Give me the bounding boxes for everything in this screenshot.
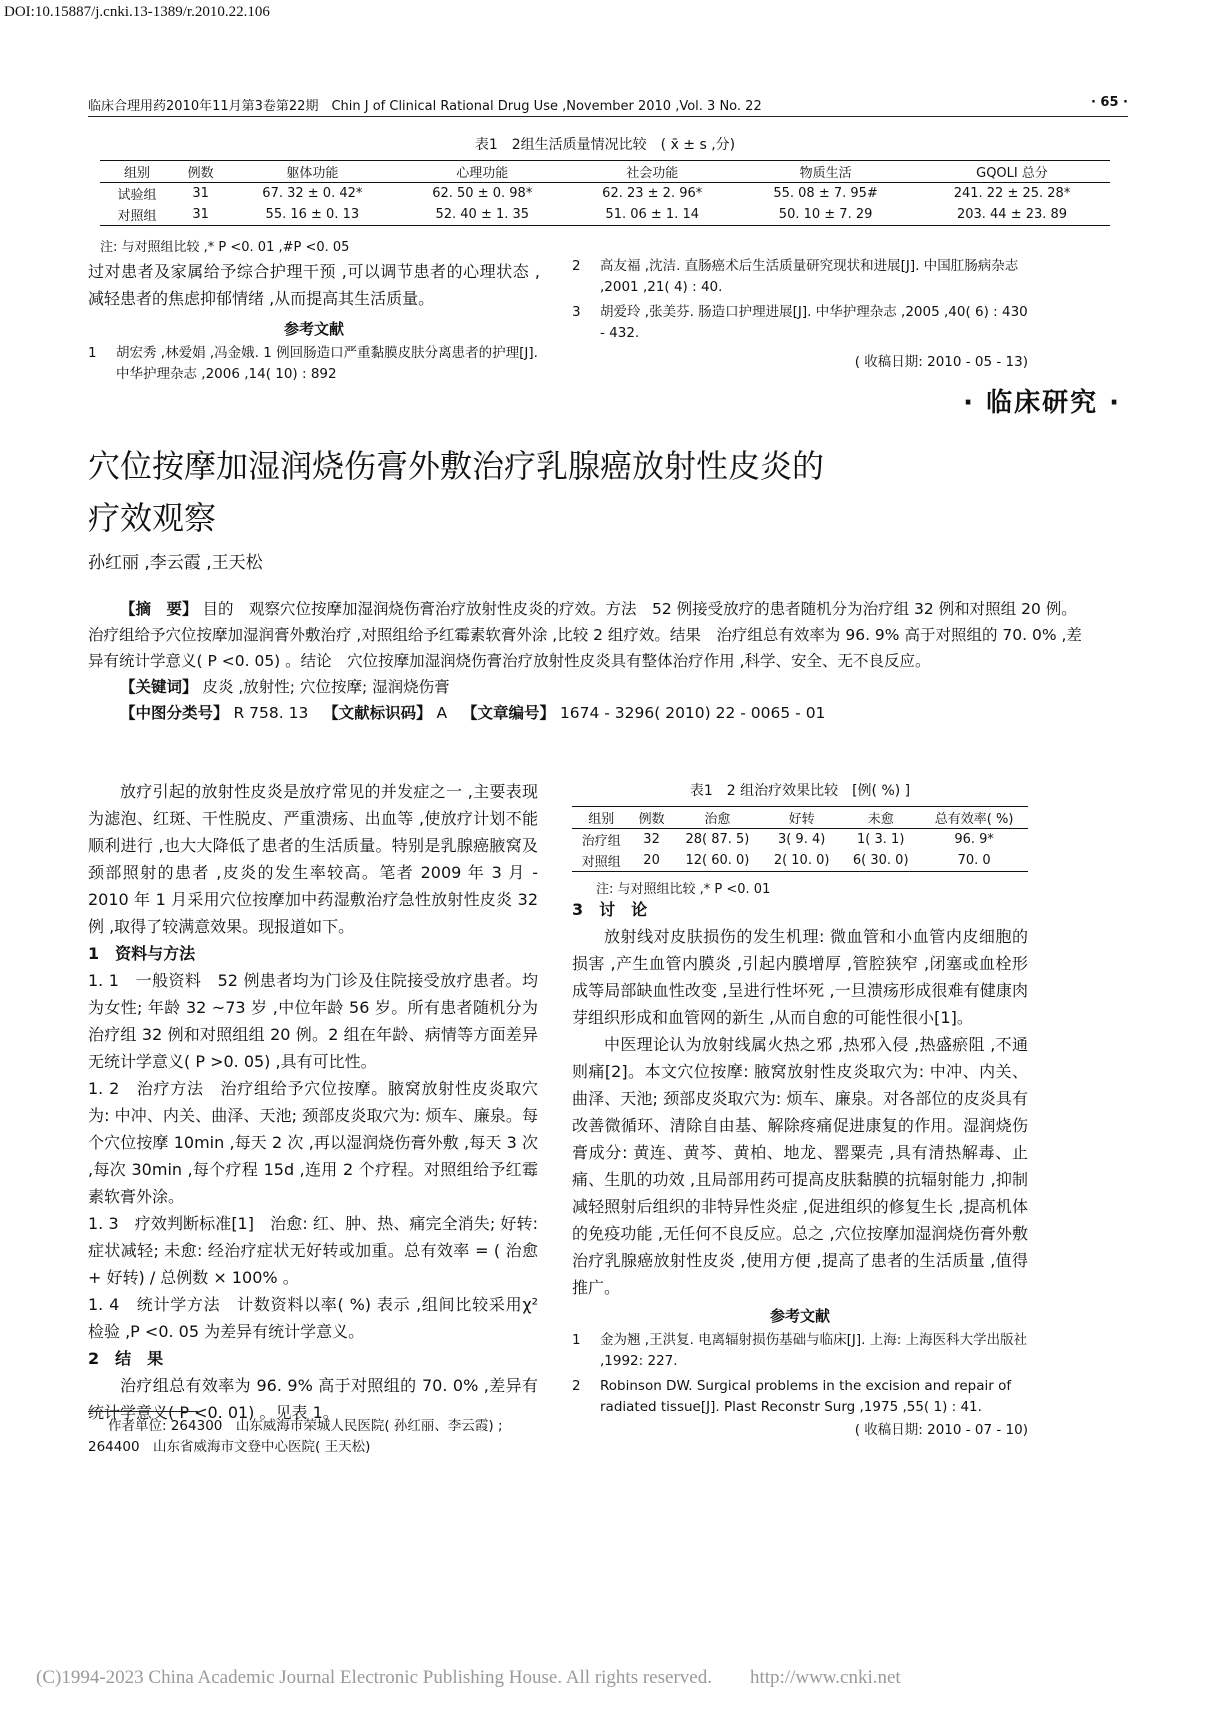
- section-1-4: 1. 4 统计学方法 计数资料以率( %) 表示 ,组间比较采用χ² 检验 ,P <0. 05 为差异有统计学意义。: [88, 1295, 538, 1341]
- page-number: · 65 ·: [1090, 95, 1128, 110]
- doi: DOI:10.15887/j.cnki.13-1389/r.2010.22.106: [4, 4, 270, 20]
- prev-ref-3: 3 胡爱玲 ,张美芬. 肠造口护理进展[J]. 中华护理杂志 ,2005 ,40( 6) : 430 - 432.: [572, 304, 1028, 341]
- right-column: [572, 896, 1028, 1441]
- table-row: [572, 829, 1028, 851]
- table-cell: 12( 60. 0): [673, 850, 762, 872]
- received-date: ( 收稿日期: 2010 - 07 - 10): [854, 1422, 1028, 1438]
- table-cell: 1( 3. 1): [857, 832, 905, 847]
- table-cell: 31: [174, 204, 227, 226]
- table-right-header-cell: 组别: [572, 807, 630, 829]
- table-cell: 55. 16 ± 0. 13: [227, 204, 397, 226]
- prev-received-date: ( 收稿日期: 2010 - 05 - 13): [854, 354, 1028, 370]
- running-head-rule: [88, 116, 1128, 117]
- running-head-text: 临床合理用药2010年11月第3卷第22期 Chin J of Clinical Rational Drug Use ,November 2010 ,Vol. 3 No. 22: [88, 99, 762, 114]
- table-cell: 20: [630, 850, 672, 872]
- table-cell: 67. 32 ± 0. 42*: [262, 186, 363, 201]
- table-right-header-cell: 例数: [630, 807, 672, 829]
- affiliation-rule: [88, 1411, 198, 1412]
- section-1-2: 1. 2 治疗方法 治疗组给予穴位按摩。腋窝放射性皮炎取穴为: 中冲、内关、曲泽、天池; 颈部皮炎取穴为: 烦车、廉泉。每个穴位按摩 10min ,每天 2 次 ,再以湿润烧伤膏外敷 ,每天 3 次 ,每次 30min ,每个疗程 15d ,连用 2 个疗程。对照组给予红霉素软膏外涂。: [88, 1079, 538, 1206]
- prev-ref-2: 2 高友福 ,沈洁. 直肠癌术后生活质量研究现状和进展[J]. 中国肛肠病杂志 ,2001 ,21( 4) : 40.: [572, 258, 1019, 295]
- table-cell: 试验组: [117, 188, 157, 203]
- author-affiliation: 作者单位: 264300 山东威海市荣城人民医院( 孙红丽、李云霞) ; 264400 山东省威海市文登中心医院( 王天松): [88, 1418, 503, 1455]
- abstract-text: 目的 观察穴位按摩加湿润烧伤膏治疗放射性皮炎的疗效。方法 52 例接受放疗的患者随机分为治疗组 32 例和对照组 20 例。治疗组给予穴位按摩加湿润膏外敷治疗 ,对照组给予红霉素软膏外涂 ,比较 2 组疗效。结果 治疗组总有效率为 96. 9% 高于对照组的 70. 0% ,差异有统计学意义( P <0. 05) 。结论 穴位按摩加湿润烧伤膏治疗放射性皮炎具有整体治疗作用 ,科学、安全、无不良反应。: [88, 600, 1082, 670]
- table-top: [100, 134, 1110, 255]
- table-cell: 32: [643, 832, 660, 847]
- section-1-1: 1. 1 一般资料 52 例患者均为门诊及住院接受放疗患者。均为女性; 年龄 32 ~73 岁 ,中位年龄 56 岁。所有患者随机分为治疗组 32 例和对照组组 20 例。2 组在年龄、病情等方面差异无统计学意义( P >0. 05) ,具有可比性。: [88, 971, 538, 1071]
- classification: 【中图分类号】 R 758. 13 【文献标识码】 A 【文章编号】 1674 - 3296( 2010) 22 - 0065 - 01: [120, 704, 826, 722]
- heading-discussion: 3 讨 论: [572, 900, 648, 919]
- table-cell: 51. 06 ± 1. 14: [567, 204, 737, 226]
- prev-ref-1: 1 胡宏秀 ,林爱娟 ,冯金娥. 1 例回肠造口严重黏膜皮肤分离患者的护理[J]. 中华护理杂志 ,2006 ,14( 10) : 892: [88, 345, 538, 382]
- refs-title: 参考文献: [769, 1307, 830, 1325]
- table-top-header-cell: 组别: [100, 161, 174, 183]
- table-cell: 50. 10 ± 7. 29: [737, 204, 914, 226]
- heading-results: 2 结 果: [88, 1349, 164, 1368]
- table-right-header-cell: 总有效率( %): [920, 807, 1028, 829]
- ref-2: 2 Robinson DW. Surgical problems in the excision and repair of radiated tissue[J]. Plast Reconstr Surg ,1975 ,55( 1) : 41.: [572, 1378, 1012, 1415]
- table-right-header-cell: 未愈: [841, 807, 920, 829]
- table-right-caption: 表1 2 组治疗效果比较 [例( %) ]: [689, 783, 911, 799]
- prev-refs-title: 参考文献: [283, 320, 344, 338]
- table-cell: 3( 9. 4): [777, 832, 826, 847]
- table-right-grid: [572, 806, 1028, 872]
- abstract: [88, 596, 1088, 726]
- table-cell: 6( 30. 0): [841, 850, 920, 872]
- copyright-footer: (C)1994-2023 China Academic Journal Electronic Publishing House. All rights reserved. http://www.cnki.net: [36, 1667, 901, 1688]
- article-title-line-1: 穴位按摩加湿润烧伤膏外敷治疗乳腺癌放射性皮炎的: [88, 447, 825, 485]
- abstract-body: [88, 596, 1088, 674]
- table-cell: 28( 87. 5): [685, 832, 750, 847]
- table-top-header-cell: 躯体功能: [227, 161, 397, 183]
- table-right-header-cell: 治愈: [673, 807, 762, 829]
- article-title-line-2: 疗效观察: [88, 499, 217, 537]
- left-column: [88, 778, 538, 1426]
- table-top-header-cell: 例数: [174, 161, 227, 183]
- results-paragraph: 治疗组总有效率为 96. 9% 高于对照组的 70. 0% ,差异有统计学意义( P <0. 01) 。见表 1。: [88, 1376, 538, 1422]
- table-cell: 31: [192, 186, 209, 201]
- table-cell: 对照组: [572, 850, 630, 872]
- table-top-note: 注: 与对照组比较 ,* P <0. 01 ,#P <0. 05: [100, 240, 350, 255]
- article-title: [88, 440, 988, 544]
- running-head: [88, 95, 1128, 114]
- intro-paragraph: 放疗引起的放射性皮炎是放疗常见的并发症之一 ,主要表现为滤泡、红斑、干性脱皮、严重溃疡、出血等 ,使放疗计划不能顺利进行 ,也大大降低了患者的生活质量。特别是乳腺癌腋窝及颈部照射的患者 ,皮炎的发生率较高。笔者 2009 年 3 月 - 2010 年 1 月采用穴位按摩加中药湿敷治疗急性放射性皮炎 32 例 ,取得了较满意效果。现报道如下。: [88, 782, 538, 936]
- table-top-header-cell: 社会功能: [567, 161, 737, 183]
- table-top-header-cell: GQOLI 总分: [914, 161, 1110, 183]
- table-top-header-cell: 心理功能: [397, 161, 567, 183]
- authors: 孙红丽 ,李云霞 ,王天松: [88, 553, 263, 573]
- discussion-paragraph-1: 放射线对皮肤损伤的发生机理: 微血管和小血管内皮细胞的损害 ,产生血管内膜炎 ,引起内膜增厚 ,管腔狭窄 ,闭塞或血栓形成等局部缺血性改变 ,呈进行性坏死 ,一旦溃疡形成很难有健康肉芽组织形成和血管网的新生 ,从而自愈的可能性很小[1]。: [572, 927, 1028, 1027]
- table-cell: 70. 0: [920, 850, 1028, 872]
- table-cell: 对照组: [100, 204, 174, 226]
- table-row: [100, 204, 1110, 226]
- table-cell: 52. 40 ± 1. 35: [397, 204, 567, 226]
- table-cell: 203. 44 ± 23. 89: [914, 204, 1110, 226]
- section-1-3: 1. 3 疗效判断标准[1] 治愈: 红、肿、热、痛完全消失; 好转: 症状减轻; 未愈: 经治疗症状无好转或加重。总有效率 = ( 治愈 + 好转) / 总例数 × 100% 。: [88, 1214, 538, 1287]
- table-cell: 96. 9*: [954, 832, 994, 847]
- table-row: [100, 183, 1110, 205]
- table-cell: 55. 08 ± 7. 95#: [773, 186, 878, 201]
- table-cell: 治疗组: [581, 834, 621, 849]
- table-cell: 2( 10. 0): [762, 850, 841, 872]
- discussion-paragraph-2: 中医理论认为放射线属火热之邪 ,热邪入侵 ,热盛瘀阻 ,不通则痛[2]。本文穴位按摩: 腋窝放射性皮炎取穴为: 中冲、内关、曲泽、天池; 颈部皮炎取穴为: 烦车、廉泉。对各部位的皮炎具有改善微循环、清除自由基、解除疼痛促进康复的作用。湿润烧伤膏成分: 黄连、黄芩、黄柏、地龙、罂粟壳 ,具有清热解毒、止痛、生肌的功效 ,且局部用药可提高皮肤黏膜的抗辐射能力 ,抑制减轻照射后组织的非特异性炎症 ,促进组织的修复生长 ,提高机体的免疫功能 ,无任何不良反应。总之 ,穴位按摩加湿润烧伤膏外敷治疗乳腺癌放射性皮炎 ,使用方便 ,提高了患者的生活质量 ,值得推广。: [572, 1035, 1028, 1297]
- table-right-header-cell: 好转: [762, 807, 841, 829]
- section-tag: · 临床研究 ·: [963, 388, 1121, 418]
- table-cell: 241. 22 ± 25. 28*: [953, 186, 1071, 201]
- prev-article-left: [88, 258, 540, 385]
- abstract-label: 【摘 要】: [120, 600, 198, 618]
- table-right-note: 注: 与对照组比较 ,* P <0. 01: [596, 882, 771, 897]
- prev-article-right: [572, 256, 1028, 373]
- keywords: 【关键词】 皮炎 ,放射性; 穴位按摩; 湿润烧伤膏: [120, 678, 450, 696]
- ref-1: 1 金为翘 ,王洪复. 电离辐射损伤基础与临床[J]. 上海: 上海医科大学出版社 ,1992: 227.: [572, 1332, 1028, 1369]
- table-top-caption: 表1 2组生活质量情况比较 ( x̄ ± s ,分): [474, 137, 736, 153]
- table-top-grid: [100, 160, 1110, 226]
- table-cell: 62. 50 ± 0. 98*: [432, 186, 533, 201]
- table-row: [572, 850, 1028, 872]
- table-top-header-cell: 物质生活: [737, 161, 914, 183]
- heading-methods: 1 资料与方法: [88, 944, 196, 963]
- table-right: [572, 780, 1028, 897]
- table-cell: 62. 23 ± 2. 96*: [602, 186, 703, 201]
- prev-article-text: 过对患者及家属给予综合护理干预 ,可以调节患者的心理状态 ,减轻患者的焦虑抑郁情绪 ,从而提高其生活质量。: [88, 262, 540, 308]
